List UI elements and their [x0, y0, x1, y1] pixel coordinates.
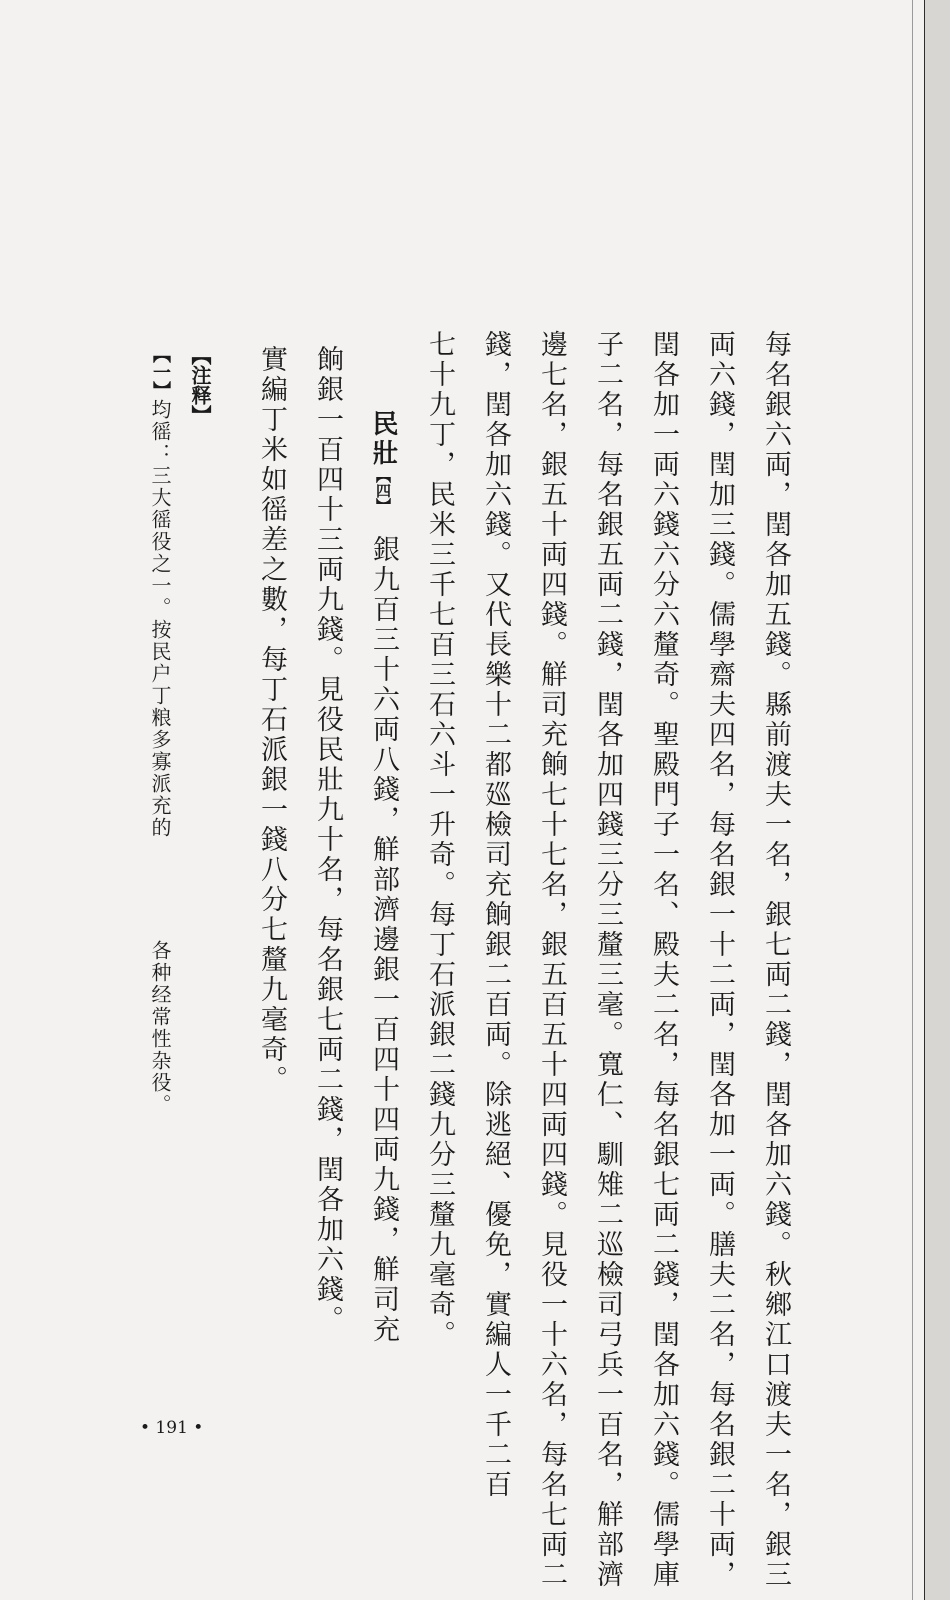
notes-heading: 【注释】 — [188, 345, 212, 425]
book-spine — [925, 0, 950, 1600]
text-column-4: 子二名，每名銀五両二錢，閏各加四錢三分三釐三毫。寬仁、馴雉二巡檢司弓兵一百名，觧部濟 — [592, 330, 623, 1590]
page-number: • 191 • — [140, 1418, 204, 1438]
note-item-1-continued: 各种经常性杂役。 — [148, 940, 172, 1116]
text-column-5: 邊七名，銀五十両四錢。觧司充餉七十七名，銀五百五十四両四錢。見役一十六名，每名七両二 — [536, 330, 567, 1590]
note-text: 均徭：三大徭役之一。按民户丁粮多寡派充的 — [148, 399, 172, 839]
text-column-1: 每名銀六両，閏各加五錢。縣前渡夫一名，銀七両二錢，閏各加六錢。秋鄉江口渡夫一名，銀三 — [760, 330, 791, 1590]
text-column-7: 七十九丁，民米三千七百三石六斗一升奇。每丁石派銀二錢九分三釐九毫奇。 — [424, 330, 455, 1350]
minzhuang-text: 銀九百三十六両八錢，觧部濟邊銀一百四十四両九錢，觧司充 — [368, 535, 399, 1345]
note-reference: 【四】 — [374, 468, 392, 513]
text-column-9: 餉銀一百四十三両九錢。見役民壯九十名，每名銀七両二錢，閏各加六錢。 — [312, 345, 343, 1335]
note-ref: 【一】 — [150, 345, 171, 399]
section-heading: 民壯 — [368, 410, 398, 468]
text-column-6: 錢，閏各加六錢。又代長樂十二都廵檢司充餉銀二百両。除逃絕、優免，實編人一千二百 — [480, 330, 511, 1500]
text-column-2: 両六錢，閏加三錢。儒學齋夫四名，每名銀一十二両，閏各加一両。膳夫二名，每名銀二十両， — [704, 330, 735, 1590]
minzhuang-column — [370, 410, 397, 1345]
note-item-1 — [150, 345, 170, 839]
text-column-10: 實編丁米如徭差之數，每丁石派銀一錢八分七釐九毫奇。 — [256, 345, 287, 1095]
margin-line — [912, 0, 913, 1600]
text-column-3: 閏各加一両六錢六分六釐奇。聖殿門子一名、殿夫二名，每名銀七両二錢，閏各加六錢。儒學庫 — [648, 330, 679, 1590]
